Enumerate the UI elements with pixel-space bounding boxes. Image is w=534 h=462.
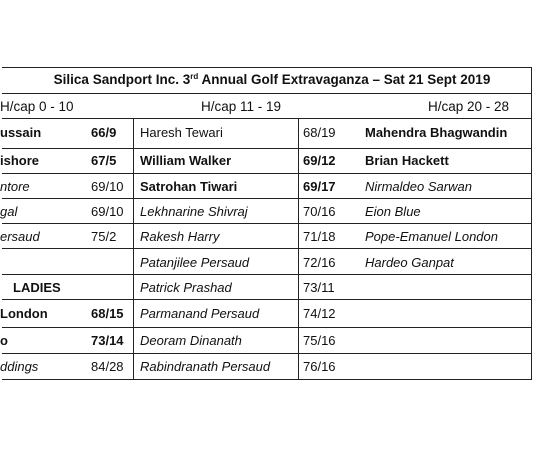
row-divider — [2, 299, 532, 300]
player-name: Brian Hackett — [365, 153, 449, 168]
row-divider — [2, 198, 532, 199]
header-hcap-11-19: H/cap 11 - 19 — [201, 99, 282, 114]
row-divider — [2, 173, 532, 174]
row-divider — [2, 327, 532, 328]
player-name: Satrohan Tiwari — [140, 179, 238, 194]
player-score: 73/14 — [91, 333, 124, 348]
player-name: Hardeo Ganpat — [365, 255, 454, 270]
player-name: ersaud — [0, 229, 40, 244]
player-name: ddings — [0, 359, 39, 374]
player-score: 76/16 — [303, 359, 336, 374]
player-score: 66/9 — [91, 125, 117, 140]
col-divider — [298, 118, 299, 379]
player-name: London — [0, 306, 48, 321]
player-score: 69/17 — [303, 179, 336, 194]
row-divider — [2, 148, 532, 149]
col-divider — [133, 118, 134, 379]
title-divider — [2, 93, 532, 94]
ladies-section-label: LADIES — [13, 280, 61, 295]
player-name: ntore — [0, 179, 30, 194]
player-name: Patrick Prashad — [140, 280, 232, 295]
player-score: 68/15 — [91, 306, 124, 321]
player-name: ussain — [0, 125, 42, 140]
player-name: Rakesh Harry — [140, 229, 220, 244]
row-divider — [2, 223, 532, 224]
player-score: 69/12 — [303, 153, 336, 168]
player-score: 74/12 — [303, 306, 336, 321]
row-divider — [2, 274, 532, 275]
header-hcap-20-28: H/cap 20 - 28 — [428, 99, 510, 114]
player-name: William Walker — [140, 153, 232, 168]
player-name: ishore — [0, 153, 40, 168]
player-name: Parmanand Persaud — [140, 306, 260, 321]
player-score: 71/18 — [303, 229, 336, 244]
player-score: 75/2 — [91, 229, 117, 244]
player-name: Haresh Tewari — [140, 125, 223, 140]
row-divider — [2, 248, 532, 249]
player-name: Rabindranath Persaud — [140, 359, 271, 374]
table-right-border — [531, 67, 532, 380]
player-name: Eion Blue — [365, 204, 421, 219]
player-score: 73/11 — [303, 280, 335, 295]
player-name: gal — [0, 204, 18, 219]
player-name: o — [0, 333, 8, 348]
table-top-border — [2, 67, 532, 68]
player-name: Lekhnarine Shivraj — [140, 204, 248, 219]
player-score: 84/28 — [91, 359, 124, 374]
row-divider — [2, 118, 532, 119]
player-name: Deoram Dinanath — [140, 333, 242, 348]
player-score: 70/16 — [303, 204, 336, 219]
row-divider — [2, 353, 532, 354]
header-hcap-0-10: H/cap 0 - 10 — [0, 99, 74, 114]
player-name: Patanjilee Persaud — [140, 255, 250, 270]
player-score: 69/10 — [91, 179, 124, 194]
player-score: 72/16 — [303, 255, 336, 270]
player-name: Nirmaldeo Sarwan — [365, 179, 472, 194]
player-name: Mahendra Bhagwandin — [365, 125, 508, 140]
table-bottom-border — [2, 379, 532, 380]
player-score: 67/5 — [91, 153, 117, 168]
player-name: Pope-Emanuel London — [365, 229, 498, 244]
player-score: 68/19 — [303, 125, 336, 140]
player-score: 69/10 — [91, 204, 124, 219]
page-title: Silica Sandport Inc. 3rd Annual Golf Extravaganza – Sat 21 Sept 2019 — [53, 72, 491, 87]
player-score: 75/16 — [303, 333, 336, 348]
